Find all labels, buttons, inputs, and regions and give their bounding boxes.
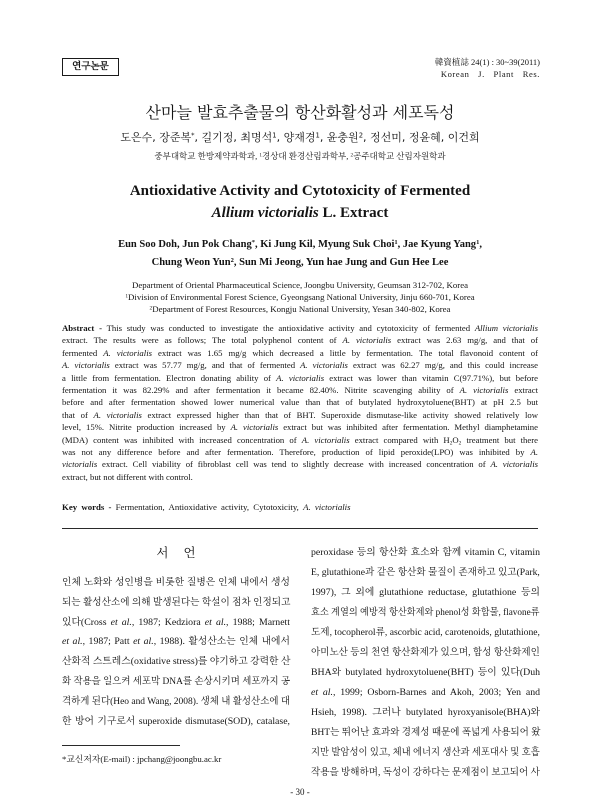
superscript: 1 — [394, 238, 398, 246]
text-run: , 1988; Marnett — [226, 616, 290, 628]
text-run: , 1988). 활성산소는 인체 내에서 — [153, 636, 290, 648]
text-run: fermented — [62, 347, 104, 358]
abstract-line — [62, 434, 538, 446]
text-run: , 1987; Kedziora — [131, 616, 205, 628]
italic-text-run: A. victorialis — [459, 385, 509, 396]
italic-text-run: et al. — [110, 616, 132, 628]
abstract-line — [62, 471, 538, 483]
italic-text-run: A. victorialis — [93, 409, 142, 420]
corresponding-author-footnote: *교신저자(E-mail) : jpchang@joongbu.ac.kr — [62, 754, 222, 764]
text-run: Department of Forest Resources, Kongju National University, Yesan 340-802, Korea — [152, 304, 451, 314]
superscript: * — [191, 131, 195, 140]
text-run: fermentation it was 82.29% and after fermentation it became 82.40%. Nitrite scavenging ability of — [62, 385, 460, 396]
text-run: before and after fermentation showed lower numerical value than that of butylated hydroxytoluene(BHT) at pH 2.5 but — [62, 397, 538, 408]
affiliation-line — [0, 303, 600, 315]
bold-text-run: Key words - — [62, 502, 112, 512]
text-run: extract compared with H — [349, 434, 450, 445]
text-run: 1997), 그 외에 glutathione reductase, glutathione 등의 — [311, 587, 540, 598]
text-run: , 양재경 — [276, 131, 316, 144]
footnote-divider — [62, 745, 180, 746]
body-line — [311, 683, 540, 703]
body-line — [311, 583, 540, 603]
text-run: extract. The results were as follows; The total polyphenol content of — [62, 335, 343, 346]
text-run: Hsieh, 1998). 그러나 butylated hyroxyanisole(BHA)와 — [311, 707, 540, 718]
italic-text-run: A. victorialis — [342, 335, 392, 346]
section-heading-introduction: 서 언 — [156, 546, 196, 560]
journal-citation: 韓資植誌 24(1) : 30~39(2011) — [434, 57, 540, 67]
italic-text-run: Allium victorialis — [211, 205, 319, 221]
text-run: , — [479, 239, 482, 250]
abstract-line — [62, 347, 538, 359]
subscript: 2 — [458, 440, 462, 446]
author-line — [0, 236, 600, 254]
body-line — [62, 632, 290, 652]
abstract-line — [62, 396, 538, 408]
body-line — [311, 603, 540, 623]
text-run: extract was 1.65 mg/g which decreased a little by fermentation. The total flavonoid content of — [152, 347, 539, 358]
text-run: 격하게 된다(Heo and Wang, 2008). 생체 내 활성산소에 대 — [62, 695, 291, 707]
italic-text-run: A. victorialis — [276, 372, 325, 383]
body-line — [62, 613, 290, 633]
superscript: 2 — [358, 131, 364, 140]
text-run: L. Extract — [318, 205, 389, 221]
article-category-label: 연구논문 — [62, 58, 119, 76]
italic-text-run: et al. — [204, 616, 227, 628]
italic-text-run: A. victorialis — [303, 502, 351, 512]
body-line — [62, 712, 290, 732]
text-run: 중부대학교 한방제약과학과, — [154, 151, 260, 161]
body-line — [62, 652, 290, 672]
body-line — [311, 563, 540, 583]
text-run: extract was 62.27 mg/g, and this could increase — [347, 360, 538, 371]
text-run: 지만 발암성이 있고, 체내 에너지 생산과 세포대사 및 호흡 — [311, 747, 540, 758]
body-line — [311, 543, 540, 563]
text-run: , 1987; Patt — [82, 636, 134, 648]
text-run: O — [452, 434, 459, 445]
affiliations-english — [0, 279, 600, 315]
text-run: Department of Oriental Pharmaceutical Science, Joongbu University, Geumsan 312-702, Korea — [131, 280, 469, 290]
affiliation-line — [0, 291, 600, 303]
abstract-line — [62, 334, 538, 346]
superscript: 2 — [230, 256, 234, 264]
superscript: 1 — [315, 131, 320, 140]
abstract-line — [62, 458, 538, 470]
text-run: 작용을 방해하며, 독성이 강하다는 문제점이 보고되어 사 — [311, 767, 540, 778]
text-run: extract — [508, 385, 538, 396]
body-line — [62, 593, 291, 613]
text-run: extract was 2.63 mg/g, and that of — [391, 335, 538, 346]
italic-text-run: A. victorialis — [62, 360, 110, 371]
italic-text-run: A. victorialis — [300, 360, 348, 371]
text-run: , Jae Kyung Yang — [397, 239, 477, 250]
text-run: , 정선미, 정윤혜, 이건희 — [363, 131, 480, 144]
superscript: 2 — [149, 305, 153, 312]
text-run: , 윤충원 — [319, 131, 359, 144]
abstract-line — [62, 421, 538, 433]
page-number: - 30 - — [290, 787, 310, 797]
text-run: was not any difference before and after fermentation. Therefore, production of lipid peroxide(LPO) was inhibited by — [62, 447, 531, 458]
body-column-left — [62, 573, 290, 731]
italic-text-run: et al. — [133, 636, 154, 648]
body-line — [62, 573, 290, 593]
text-run: Chung Weon Yun — [151, 257, 231, 268]
text-run: Fermentation, Antioxidative activity, Cytotoxicity, — [111, 502, 304, 512]
abstract-line — [62, 409, 538, 421]
italic-text-run: A. victorialis — [490, 459, 538, 470]
text-run: , 1999; Osborn-Barnes and Akoh, 2003; Yen and — [332, 687, 541, 698]
bold-text-run: Abstract - — [62, 323, 102, 333]
text-run: extract but was inhibited after fermentation. Methyl diamphetamine — [278, 422, 538, 433]
text-run: 산화적 스트레스(oxidative stress)를 야기하고 강력한 산 — [62, 656, 291, 668]
text-run: extract. Cell viability of fibroblast cell was tend to slightly decrease with increased concentration of — [97, 459, 491, 470]
text-run: 되는 활성산소에 의해 발생된다는 학설이 점차 인정되고 — [62, 596, 291, 608]
title-korean: 산마늘 발효추출물의 항산화활성과 세포독성 — [145, 103, 455, 122]
superscript: 1 — [476, 238, 480, 246]
body-line — [311, 743, 540, 763]
superscript: 1 — [259, 152, 262, 159]
text-run: , 길기정, 최명석 — [194, 131, 273, 144]
text-run: level, 15%. Nitrite production increased by — [62, 422, 231, 433]
text-run: Antioxidative Activity and Cytotoxicity of Fermented — [129, 183, 471, 199]
italic-text-run: A. victorialis — [230, 422, 279, 433]
abstract — [62, 322, 538, 483]
text-run: 화 작용을 일으켜 세포막 DNA를 손상시키며 세포까지 공 — [62, 675, 291, 687]
text-run: BHA와 butylated hydroxytoluene(BHT) 등이 있다(Duh — [311, 667, 540, 678]
text-run: extract expressed higher than that of BHT. Superoxide dismutase-like activity showed relatively low — [141, 409, 538, 420]
author-line — [0, 254, 600, 272]
authors-korean — [0, 130, 600, 146]
body-line — [62, 672, 291, 692]
text-run: Eun Soo Doh, Jun Pok Chang — [118, 239, 252, 250]
italic-text-run: et al. — [62, 636, 83, 648]
body-line — [311, 643, 540, 663]
abstract-line — [62, 446, 538, 458]
text-run: 아미노산 등의 천연 항산화제가 있으며, 합성 항산화제인 — [311, 647, 540, 658]
text-run: 공주대학교 산림자원학과 — [353, 151, 446, 161]
abstract-line — [62, 322, 538, 334]
text-run: Division of Environmental Forest Science, Gyeongsang National University, Jinju 660-701, Korea — [128, 292, 475, 302]
text-run: 한 방어 기구로서 superoxide dismutase(SOD), catalase, — [62, 715, 290, 727]
body-line — [311, 763, 540, 783]
text-run: peroxidase 등의 항산화 효소와 함께 vitamin C, vitamin — [311, 547, 540, 558]
text-run: (MDA) content was inhibited with increased concentration of — [62, 434, 302, 445]
text-run: a little from fermentation. Electron donating ability of — [62, 372, 277, 383]
body-line — [311, 703, 540, 723]
italic-text-run: victorialis — [62, 459, 98, 470]
italic-text-run: Allium victorialis — [474, 323, 538, 333]
abstract-line — [62, 372, 538, 384]
superscript: 1 — [125, 293, 129, 300]
body-column-right — [311, 543, 540, 783]
title-english-line — [0, 202, 600, 224]
text-run: 도제, tocopherol류, ascorbic acid, carotenoids, glutathione, — [311, 627, 540, 638]
superscript: 2 — [350, 152, 354, 159]
italic-text-run: et al. — [311, 687, 333, 698]
text-run: E, glutathione과 같은 항산화 물질이 존재하고 있고(Park, — [311, 567, 540, 578]
text-run: 경상대 환경산림과학부, — [261, 151, 351, 161]
affiliation-line — [0, 279, 600, 291]
superscript: * — [251, 238, 255, 246]
journal-info — [435, 56, 540, 80]
text-run: treatment but there — [461, 434, 538, 445]
abstract-line — [62, 359, 538, 371]
keywords — [62, 500, 538, 514]
text-run: extract was 57.77 mg/g, and that of fermented — [109, 360, 301, 371]
body-line — [311, 663, 540, 683]
text-run: BHT는 뛰어난 효과와 경제성 때문에 폭넓게 사용되어 왔 — [311, 727, 541, 738]
abstract-line — [62, 384, 538, 396]
title-english — [0, 180, 600, 224]
italic-text-run: A. victorialis — [103, 347, 152, 358]
journal-name: Korean J. Plant Res. — [440, 69, 540, 79]
italic-text-run: A. victorialis — [301, 434, 350, 445]
italic-text-run: A. — [530, 447, 538, 458]
body-line — [311, 623, 540, 643]
affiliations-korean — [0, 150, 600, 162]
text-run: 인체 노화와 성인병을 비롯한 질병은 인체 내에서 생성 — [62, 577, 290, 588]
body-line — [62, 692, 291, 712]
text-run: 도은수, 장준복 — [120, 131, 192, 144]
text-run: , Sun Mi Jeong, Yun hae Jung and Gun Hee Lee — [233, 257, 449, 268]
authors-english — [0, 236, 600, 272]
subscript: 2 — [449, 440, 453, 446]
text-run: extract was lower than vitamin C(97.71%), but before — [324, 372, 538, 383]
text-run: that of — [62, 409, 94, 420]
text-run: extract, but not different with control. — [62, 471, 193, 482]
text-run: , Ki Jung Kil, Myung Suk Choi — [254, 239, 395, 250]
superscript: 1 — [272, 131, 277, 140]
section-divider — [62, 528, 538, 529]
text-run: This study was conducted to investigate the antioxidative activity and cytotoxicity of fermented — [101, 323, 475, 333]
body-line — [311, 723, 541, 743]
text-run: 있다(Cross — [62, 616, 111, 628]
title-english-line — [0, 180, 600, 202]
text-run: 효소 계열의 예방적 항산화제와 phenol성 화합물, flavone류 — [311, 607, 540, 618]
